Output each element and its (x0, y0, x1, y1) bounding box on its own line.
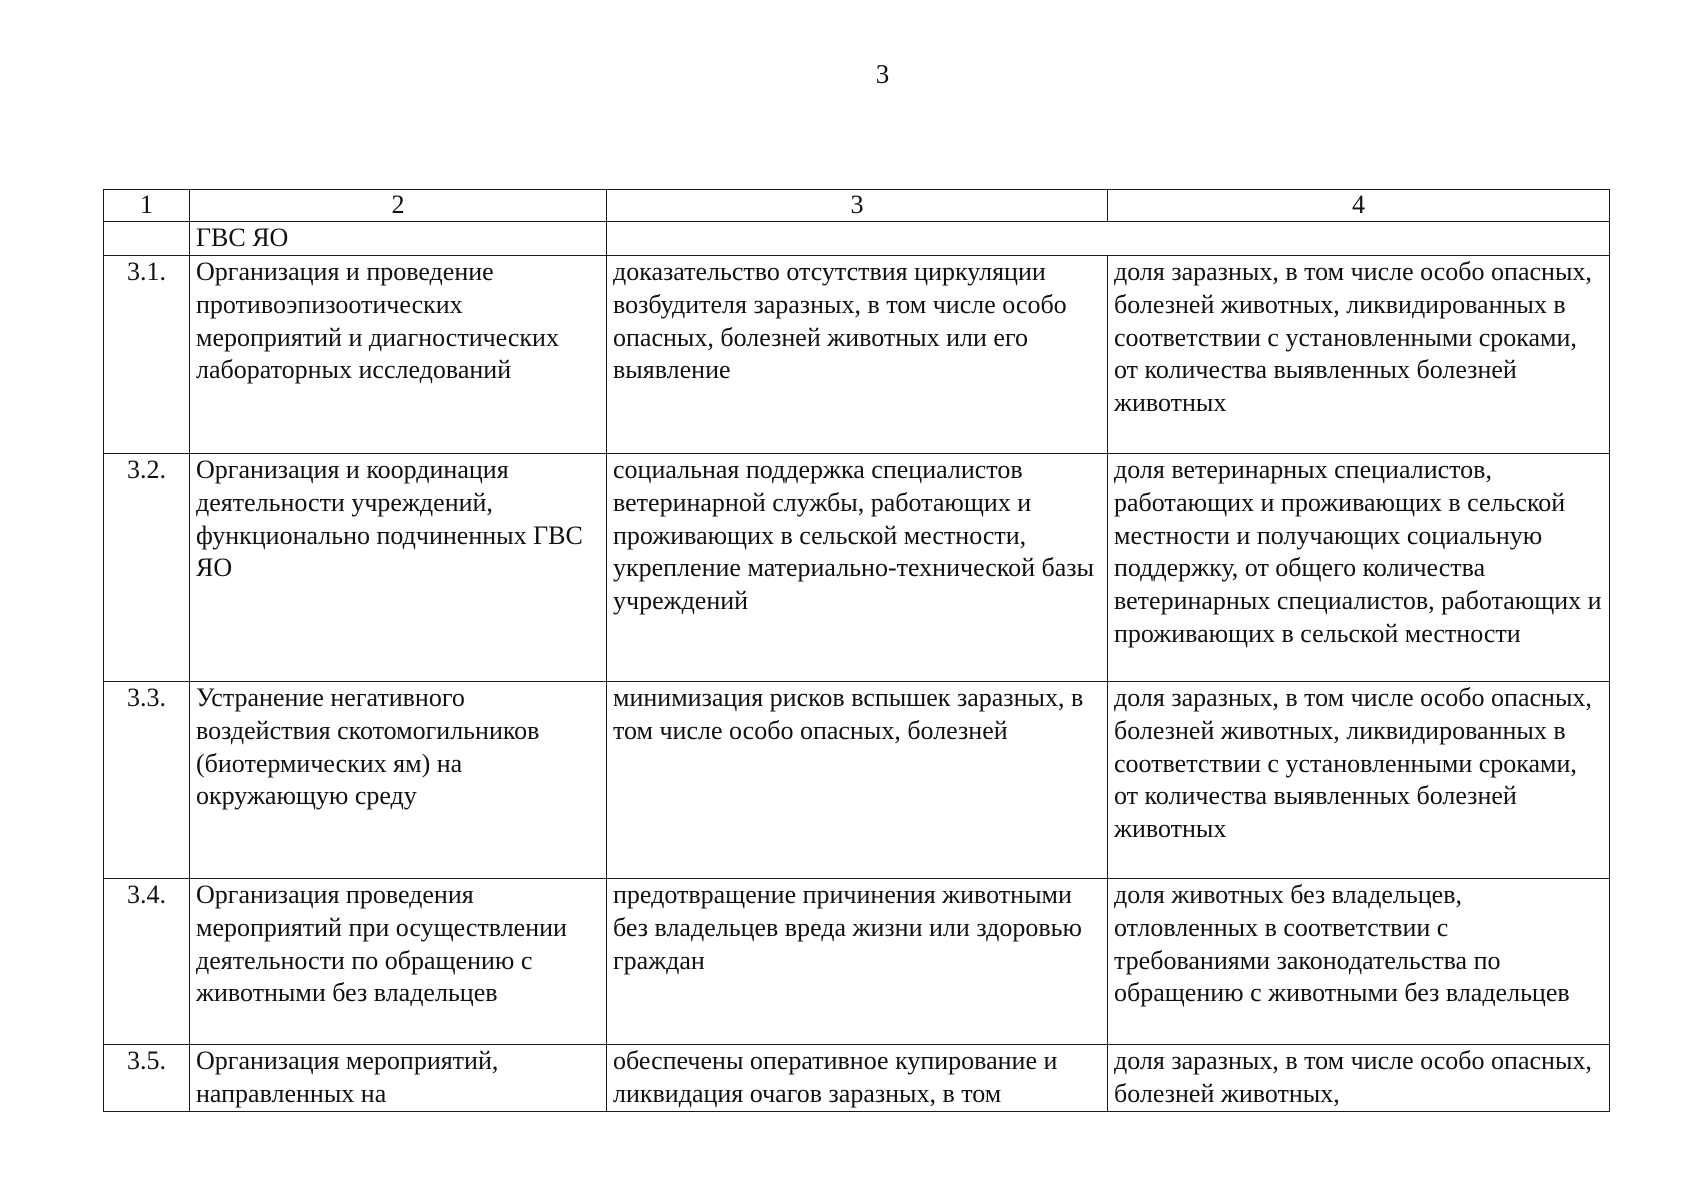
row-number: 3.3. (104, 682, 190, 879)
gvs-cell: ГВС ЯО (190, 222, 607, 256)
measures-table (103, 189, 1610, 1112)
result-cell: социальная поддержка специалистов ветеринарной службы, работающих и проживающих в сельской местности, укрепление материально-технической базы учреждений (607, 454, 1108, 682)
empty-num-cell (104, 222, 190, 256)
table-row (104, 682, 1610, 879)
header-cell-4: 4 (1108, 190, 1610, 222)
header-cell-3: 3 (607, 190, 1108, 222)
row-number: 3.5. (104, 1045, 190, 1112)
measure-name-cell: Устранение негативного воздействия скотомогильников (биотермических ям) на окружающую среду (190, 682, 607, 879)
indicator-cell: доля заразных, в том числе особо опасных, болезней животных, ликвидированных в соответствии с установленными сроками, от количества выявленных болезней животных (1108, 682, 1610, 879)
table-row (104, 454, 1610, 682)
result-cell: доказательство отсутствия циркуляции возбудителя заразных, в том числе особо опасных, болезней животных или его выявление (607, 256, 1108, 454)
indicator-cell: доля ветеринарных специалистов, работающих и проживающих в сельской местности и получающих социальную поддержку, от общего количества ветеринарных специалистов, работающих и проживающих в сельской местности (1108, 454, 1610, 682)
header-cell-2: 2 (190, 190, 607, 222)
measure-name-cell: Организация мероприятий, направленных на (190, 1045, 607, 1112)
table-row (104, 879, 1610, 1045)
indicator-cell: доля животных без владельцев, отловленных в соответствии с требованиями законодательства по обращению с животными без владельцев (1108, 879, 1610, 1045)
row-number: 3.4. (104, 879, 190, 1045)
indicator-cell: доля заразных, в том числе особо опасных, болезней животных, ликвидированных в соответствии с установленными сроками, от количества выявленных болезней животных (1108, 256, 1610, 454)
indicator-cell: доля заразных, в том числе особо опасных, болезней животных, (1108, 1045, 1610, 1112)
row-number: 3.2. (104, 454, 190, 682)
result-cell: минимизация рисков вспышек заразных, в том числе особо опасных, болезней (607, 682, 1108, 879)
measure-name-cell: Организация и координация деятельности учреждений, функционально подчиненных ГВС ЯО (190, 454, 607, 682)
result-cell: обеспечены оперативное купирование и ликвидация очагов заразных, в том (607, 1045, 1108, 1112)
table-row-continuation (104, 222, 1610, 256)
table-header-row (104, 190, 1610, 222)
table-row (104, 256, 1610, 454)
empty-merged-cell (607, 222, 1610, 256)
page-number: 3 (875, 59, 890, 89)
header-cell-1: 1 (104, 190, 190, 222)
measure-name-cell: Организация и проведение противоэпизоотических мероприятий и диагностических лабораторных исследований (190, 256, 607, 454)
table-row (104, 1045, 1610, 1112)
result-cell: предотвращение причинения животными без владельцев вреда жизни или здоровью граждан (607, 879, 1108, 1045)
row-number: 3.1. (104, 256, 190, 454)
measure-name-cell: Организация проведения мероприятий при осуществлении деятельности по обращению с животными без владельцев (190, 879, 607, 1045)
